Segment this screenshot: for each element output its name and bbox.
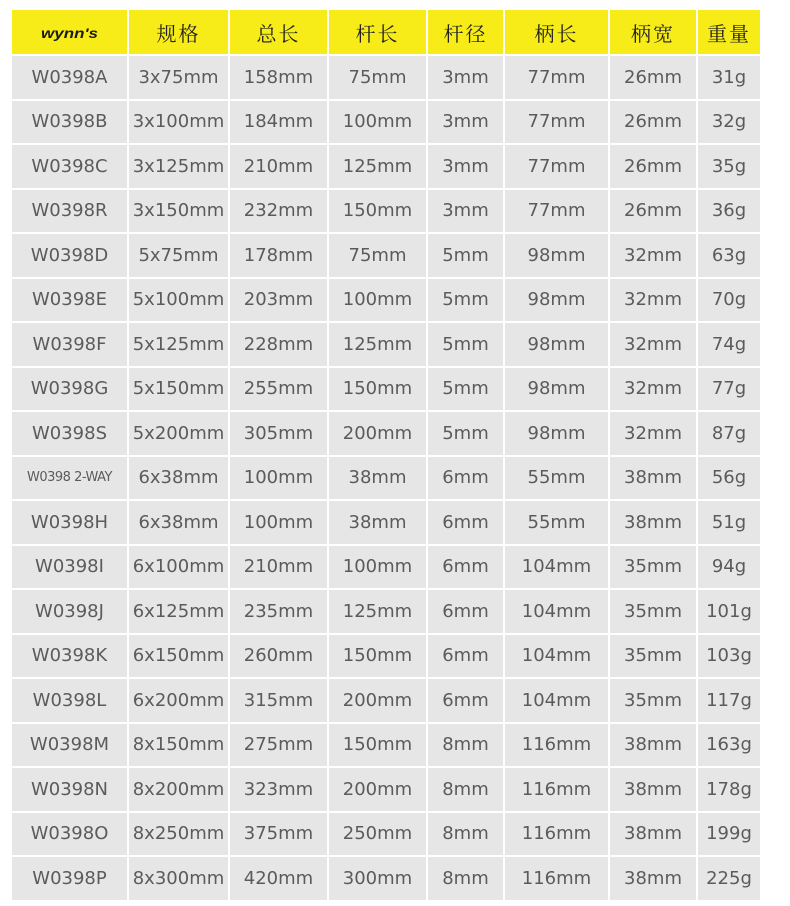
weight-cell: 51g xyxy=(698,501,760,544)
total-length-cell: 210mm xyxy=(230,546,327,589)
spec-cell: 5x200mm xyxy=(129,412,228,455)
table-row xyxy=(12,101,760,144)
shaft-diameter-cell: 8mm xyxy=(428,724,503,767)
model-cell: W0398L xyxy=(12,679,127,722)
model-cell: W0398A xyxy=(12,56,127,99)
header-shaft-length: 杆长 xyxy=(329,10,426,54)
total-length-cell: 232mm xyxy=(230,190,327,233)
handle-length-cell: 116mm xyxy=(505,768,608,811)
handle-length-cell: 77mm xyxy=(505,101,608,144)
header-handle-length: 柄长 xyxy=(505,10,608,54)
model-cell: W0398F xyxy=(12,323,127,366)
handle-length-cell: 116mm xyxy=(505,724,608,767)
model-cell: W0398G xyxy=(12,368,127,411)
shaft-length-cell: 125mm xyxy=(329,323,426,366)
spec-cell: 6x200mm xyxy=(129,679,228,722)
model-cell: W0398C xyxy=(12,145,127,188)
handle-width-cell: 32mm xyxy=(610,323,696,366)
handle-width-cell: 38mm xyxy=(610,813,696,856)
shaft-diameter-cell: 5mm xyxy=(428,323,503,366)
total-length-cell: 235mm xyxy=(230,590,327,633)
shaft-length-cell: 125mm xyxy=(329,590,426,633)
spec-cell: 8x250mm xyxy=(129,813,228,856)
model-cell: W0398I xyxy=(12,546,127,589)
handle-width-cell: 32mm xyxy=(610,234,696,277)
weight-cell: 225g xyxy=(698,857,760,900)
table-row xyxy=(12,679,760,722)
spec-cell: 5x100mm xyxy=(129,279,228,322)
spec-cell: 5x75mm xyxy=(129,234,228,277)
table-row xyxy=(12,323,760,366)
weight-cell: 56g xyxy=(698,457,760,500)
shaft-length-cell: 150mm xyxy=(329,635,426,678)
shaft-diameter-cell: 8mm xyxy=(428,813,503,856)
handle-length-cell: 98mm xyxy=(505,368,608,411)
handle-length-cell: 55mm xyxy=(505,501,608,544)
shaft-diameter-cell: 3mm xyxy=(428,101,503,144)
handle-length-cell: 98mm xyxy=(505,412,608,455)
shaft-length-cell: 38mm xyxy=(329,457,426,500)
table-row xyxy=(12,857,760,900)
shaft-diameter-cell: 8mm xyxy=(428,768,503,811)
model-cell: W0398 2-WAY xyxy=(12,457,127,500)
total-length-cell: 260mm xyxy=(230,635,327,678)
total-length-cell: 255mm xyxy=(230,368,327,411)
model-cell: W0398K xyxy=(12,635,127,678)
handle-length-cell: 116mm xyxy=(505,813,608,856)
handle-width-cell: 35mm xyxy=(610,546,696,589)
shaft-diameter-cell: 5mm xyxy=(428,412,503,455)
spec-table xyxy=(10,8,762,902)
table-row xyxy=(12,279,760,322)
shaft-length-cell: 200mm xyxy=(329,768,426,811)
handle-width-cell: 38mm xyxy=(610,768,696,811)
model-cell: W0398B xyxy=(12,101,127,144)
spec-cell: 5x150mm xyxy=(129,368,228,411)
brand-logo-cell xyxy=(12,10,127,54)
spec-cell: 5x125mm xyxy=(129,323,228,366)
model-cell: W0398E xyxy=(12,279,127,322)
total-length-cell: 184mm xyxy=(230,101,327,144)
spec-cell: 8x300mm xyxy=(129,857,228,900)
table-row xyxy=(12,145,760,188)
shaft-length-cell: 200mm xyxy=(329,679,426,722)
shaft-diameter-cell: 5mm xyxy=(428,234,503,277)
shaft-length-cell: 200mm xyxy=(329,412,426,455)
shaft-diameter-cell: 6mm xyxy=(428,457,503,500)
handle-length-cell: 98mm xyxy=(505,279,608,322)
handle-width-cell: 26mm xyxy=(610,145,696,188)
handle-width-cell: 32mm xyxy=(610,412,696,455)
handle-width-cell: 38mm xyxy=(610,724,696,767)
shaft-diameter-cell: 5mm xyxy=(428,279,503,322)
total-length-cell: 100mm xyxy=(230,457,327,500)
shaft-length-cell: 300mm xyxy=(329,857,426,900)
total-length-cell: 420mm xyxy=(230,857,327,900)
weight-cell: 63g xyxy=(698,234,760,277)
handle-width-cell: 26mm xyxy=(610,101,696,144)
table-row xyxy=(12,56,760,99)
weight-cell: 31g xyxy=(698,56,760,99)
shaft-diameter-cell: 8mm xyxy=(428,857,503,900)
weight-cell: 87g xyxy=(698,412,760,455)
model-cell: W0398P xyxy=(12,857,127,900)
header-row xyxy=(12,10,760,54)
table-row xyxy=(12,501,760,544)
weight-cell: 103g xyxy=(698,635,760,678)
spec-cell: 6x38mm xyxy=(129,457,228,500)
weight-cell: 117g xyxy=(698,679,760,722)
shaft-length-cell: 150mm xyxy=(329,368,426,411)
spec-cell: 3x125mm xyxy=(129,145,228,188)
model-cell: W0398J xyxy=(12,590,127,633)
handle-width-cell: 35mm xyxy=(610,635,696,678)
header-total-length: 总长 xyxy=(230,10,327,54)
weight-cell: 74g xyxy=(698,323,760,366)
handle-width-cell: 35mm xyxy=(610,679,696,722)
model-cell: W0398M xyxy=(12,724,127,767)
handle-length-cell: 77mm xyxy=(505,190,608,233)
model-cell: W0398N xyxy=(12,768,127,811)
total-length-cell: 275mm xyxy=(230,724,327,767)
table-row xyxy=(12,234,760,277)
weight-cell: 77g xyxy=(698,368,760,411)
header-spec: 规格 xyxy=(129,10,228,54)
weight-cell: 94g xyxy=(698,546,760,589)
total-length-cell: 203mm xyxy=(230,279,327,322)
handle-length-cell: 104mm xyxy=(505,546,608,589)
spec-cell: 8x200mm xyxy=(129,768,228,811)
weight-cell: 35g xyxy=(698,145,760,188)
weight-cell: 101g xyxy=(698,590,760,633)
handle-width-cell: 26mm xyxy=(610,56,696,99)
spec-cell: 6x150mm xyxy=(129,635,228,678)
table-body xyxy=(12,56,760,900)
table-row xyxy=(12,635,760,678)
spec-cell: 8x150mm xyxy=(129,724,228,767)
handle-length-cell: 77mm xyxy=(505,56,608,99)
shaft-length-cell: 75mm xyxy=(329,234,426,277)
weight-cell: 36g xyxy=(698,190,760,233)
total-length-cell: 305mm xyxy=(230,412,327,455)
table-row xyxy=(12,457,760,500)
handle-width-cell: 38mm xyxy=(610,501,696,544)
spec-cell: 6x100mm xyxy=(129,546,228,589)
shaft-length-cell: 150mm xyxy=(329,724,426,767)
shaft-length-cell: 38mm xyxy=(329,501,426,544)
total-length-cell: 100mm xyxy=(230,501,327,544)
weight-cell: 32g xyxy=(698,101,760,144)
handle-width-cell: 35mm xyxy=(610,590,696,633)
spec-cell: 3x75mm xyxy=(129,56,228,99)
handle-width-cell: 26mm xyxy=(610,190,696,233)
shaft-diameter-cell: 6mm xyxy=(428,546,503,589)
handle-width-cell: 38mm xyxy=(610,457,696,500)
spec-cell: 6x38mm xyxy=(129,501,228,544)
shaft-length-cell: 100mm xyxy=(329,546,426,589)
shaft-diameter-cell: 5mm xyxy=(428,368,503,411)
total-length-cell: 178mm xyxy=(230,234,327,277)
handle-length-cell: 104mm xyxy=(505,635,608,678)
handle-width-cell: 32mm xyxy=(610,279,696,322)
total-length-cell: 210mm xyxy=(230,145,327,188)
model-cell: W0398R xyxy=(12,190,127,233)
table-row xyxy=(12,546,760,589)
table-row xyxy=(12,190,760,233)
shaft-diameter-cell: 6mm xyxy=(428,501,503,544)
shaft-diameter-cell: 3mm xyxy=(428,145,503,188)
shaft-diameter-cell: 6mm xyxy=(428,590,503,633)
shaft-length-cell: 125mm xyxy=(329,145,426,188)
handle-length-cell: 77mm xyxy=(505,145,608,188)
table-row xyxy=(12,813,760,856)
spec-cell: 6x125mm xyxy=(129,590,228,633)
table-row xyxy=(12,368,760,411)
spec-cell: 3x100mm xyxy=(129,101,228,144)
shaft-diameter-cell: 3mm xyxy=(428,190,503,233)
shaft-length-cell: 100mm xyxy=(329,279,426,322)
shaft-length-cell: 250mm xyxy=(329,813,426,856)
weight-cell: 70g xyxy=(698,279,760,322)
shaft-diameter-cell: 6mm xyxy=(428,679,503,722)
table-row xyxy=(12,412,760,455)
weight-cell: 178g xyxy=(698,768,760,811)
shaft-length-cell: 100mm xyxy=(329,101,426,144)
model-cell: W0398O xyxy=(12,813,127,856)
total-length-cell: 228mm xyxy=(230,323,327,366)
table-row xyxy=(12,590,760,633)
header-weight: 重量 xyxy=(698,10,760,54)
weight-cell: 163g xyxy=(698,724,760,767)
model-cell: W0398H xyxy=(12,501,127,544)
header-handle-width: 柄宽 xyxy=(610,10,696,54)
total-length-cell: 158mm xyxy=(230,56,327,99)
shaft-diameter-cell: 3mm xyxy=(428,56,503,99)
shaft-diameter-cell: 6mm xyxy=(428,635,503,678)
handle-length-cell: 98mm xyxy=(505,323,608,366)
header-shaft-diameter: 杆径 xyxy=(428,10,503,54)
table-row xyxy=(12,768,760,811)
spec-cell: 3x150mm xyxy=(129,190,228,233)
table-row xyxy=(12,724,760,767)
brand-logo: wynn's xyxy=(41,26,98,42)
weight-cell: 199g xyxy=(698,813,760,856)
shaft-length-cell: 150mm xyxy=(329,190,426,233)
handle-length-cell: 116mm xyxy=(505,857,608,900)
handle-length-cell: 104mm xyxy=(505,590,608,633)
handle-width-cell: 38mm xyxy=(610,857,696,900)
total-length-cell: 323mm xyxy=(230,768,327,811)
handle-length-cell: 104mm xyxy=(505,679,608,722)
model-cell: W0398D xyxy=(12,234,127,277)
handle-length-cell: 98mm xyxy=(505,234,608,277)
model-cell: W0398S xyxy=(12,412,127,455)
total-length-cell: 315mm xyxy=(230,679,327,722)
handle-length-cell: 55mm xyxy=(505,457,608,500)
total-length-cell: 375mm xyxy=(230,813,327,856)
handle-width-cell: 32mm xyxy=(610,368,696,411)
shaft-length-cell: 75mm xyxy=(329,56,426,99)
